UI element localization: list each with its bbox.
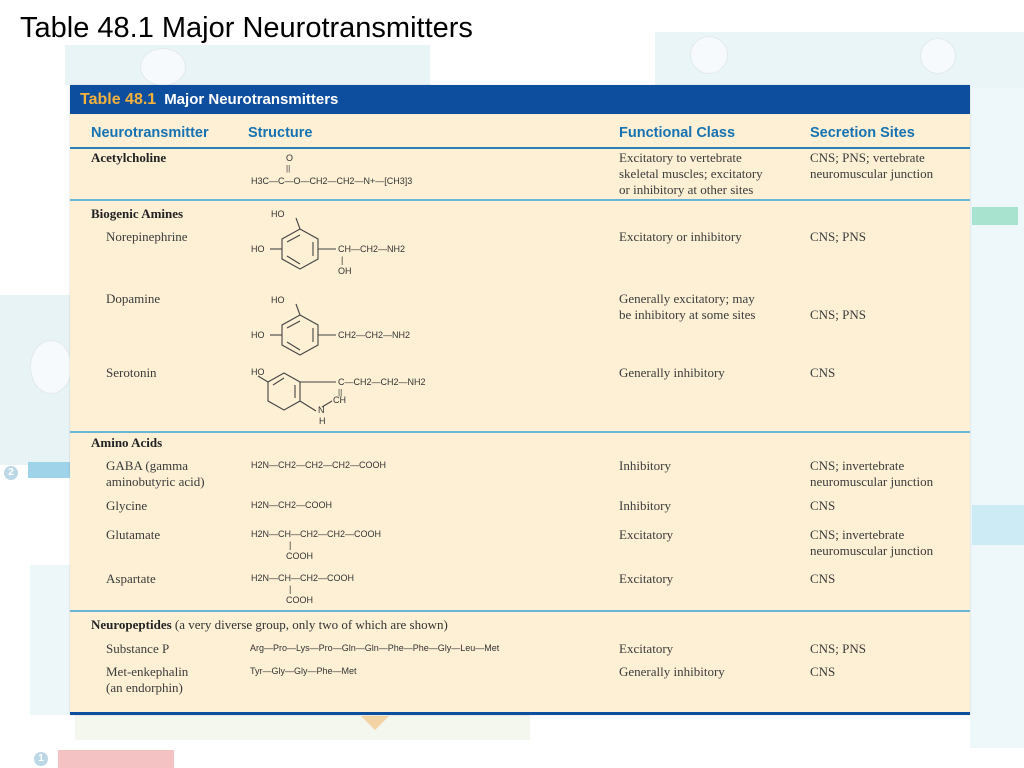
functional-gaba: Inhibitory <box>619 458 671 473</box>
section-divider <box>70 431 970 433</box>
sites-aspartate: CNS <box>810 571 836 586</box>
sites-gaba-line2: neuromuscular junction <box>810 474 934 489</box>
structure-serotonin-ho: HO <box>251 367 265 377</box>
structure-aspartate-bar: | <box>289 584 292 594</box>
row-name-aspartate: Aspartate <box>106 571 156 586</box>
row-name-norepinephrine: Norepinephrine <box>106 229 188 244</box>
row-name-glutamate: Glutamate <box>106 527 161 542</box>
bg-panel <box>970 88 1024 748</box>
row-name-met-enkephalin-line1: Met-enkephalin <box>106 664 189 679</box>
column-header-neurotransmitter: Neurotransmitter <box>91 125 209 141</box>
row-name-serotonin: Serotonin <box>106 365 157 380</box>
structure-glutamate-cooh: COOH <box>286 551 313 561</box>
structure-acetylcholine-o: O <box>286 153 294 163</box>
bg-circle <box>690 36 728 74</box>
sites-norepinephrine: CNS; PNS <box>810 229 866 244</box>
structure-serotonin-double-bond: || <box>338 388 343 397</box>
structure-serotonin-chain: C—CH2—CH2—NH2 <box>338 377 426 387</box>
functional-acetylcholine-line2: skeletal muscles; excitatory <box>619 166 763 181</box>
sites-gaba-line1: CNS; invertebrate <box>810 458 905 473</box>
structure-serotonin-n: N <box>318 405 325 415</box>
bg-arrow-icon <box>361 716 389 730</box>
functional-glutamate: Excitatory <box>619 527 674 542</box>
bg-bar <box>972 207 1018 225</box>
bg-bar <box>972 505 1024 545</box>
bg-panel <box>30 565 75 715</box>
structure-norepinephrine-ho-top: HO <box>271 209 285 219</box>
bg-step-number: 2 <box>4 466 18 480</box>
functional-acetylcholine-line1: Excitatory to vertebrate <box>619 150 742 165</box>
group-neuropeptides <box>91 617 448 633</box>
functional-substance-p: Excitatory <box>619 641 674 656</box>
structure-glutamate-bar: | <box>289 540 292 550</box>
structure-norepinephrine-bar: | <box>341 255 344 265</box>
structure-dopamine-chain: CH2—CH2—NH2 <box>338 330 411 340</box>
bg-circle <box>920 38 956 74</box>
structure-acetylcholine: H3C—C—O—CH2—CH2—N+—[CH3]3 <box>251 176 413 186</box>
sites-glutamate-line1: CNS; invertebrate <box>810 527 905 542</box>
bg-circle <box>140 48 186 86</box>
structure-aspartate-cooh: COOH <box>286 595 313 605</box>
structure-acetylcholine-double-bond: || <box>286 164 291 173</box>
functional-serotonin: Generally inhibitory <box>619 365 725 380</box>
functional-dopamine-line1: Generally excitatory; may <box>619 291 755 306</box>
column-header-functional-class: Functional Class <box>619 125 736 141</box>
sites-glycine: CNS <box>810 498 836 513</box>
section-divider <box>70 610 970 612</box>
bg-bar <box>28 462 70 478</box>
structure-glutamate: H2N—CH—CH2—CH2—COOH <box>251 529 382 539</box>
sites-dopamine: CNS; PNS <box>810 307 866 322</box>
structure-norepinephrine-ho-left: HO <box>251 244 265 254</box>
structure-substance-p: Arg—Pro—Lys—Pro—Gln—Gln—Phe—Phe—Gly—Leu—Met <box>250 643 500 653</box>
benzene-ring-icon <box>270 309 330 361</box>
bg-circle <box>30 340 72 394</box>
bg-step-number: 1 <box>34 752 48 766</box>
structure-aspartate: H2N—CH—CH2—COOH <box>251 573 355 583</box>
row-name-substance-p: Substance P <box>106 641 170 656</box>
column-header-secretion-sites: Secretion Sites <box>810 125 915 141</box>
structure-serotonin-h: H <box>319 416 326 426</box>
row-name-glycine: Glycine <box>106 498 148 513</box>
row-name-gaba-line2: aminobutyric acid) <box>106 474 205 489</box>
table-bottom-rule <box>70 712 970 715</box>
structure-norepinephrine-oh: OH <box>338 266 352 276</box>
structure-gaba: H2N—CH2—CH2—CH2—COOH <box>251 460 387 470</box>
header-divider <box>70 147 970 149</box>
table-header-bar <box>70 85 970 114</box>
functional-glycine: Inhibitory <box>619 498 671 513</box>
row-name-met-enkephalin-line2: (an endorphin) <box>106 680 183 695</box>
group-neuropeptides-label: Neuropeptides <box>91 617 172 632</box>
group-amino-acids: Amino Acids <box>91 435 163 450</box>
benzene-ring-icon <box>270 223 330 275</box>
structure-dopamine-ho-top: HO <box>271 295 285 305</box>
structure-dopamine-ho-left: HO <box>251 330 265 340</box>
structure-serotonin-ch: CH <box>333 395 346 405</box>
bg-bar <box>58 750 174 768</box>
row-name-acetylcholine: Acetylcholine <box>91 150 167 165</box>
structure-norepinephrine-chain: CH—CH2—NH2 <box>338 244 406 254</box>
sites-glutamate-line2: neuromuscular junction <box>810 543 934 558</box>
row-name-dopamine: Dopamine <box>106 291 161 306</box>
row-name-gaba-line1: GABA (gamma <box>106 458 188 473</box>
structure-glycine: H2N—CH2—COOH <box>251 500 333 510</box>
functional-dopamine-line2: be inhibitory at some sites <box>619 307 756 322</box>
sites-acetylcholine-line1: CNS; PNS; vertebrate <box>810 150 925 165</box>
structure-met-enkephalin: Tyr—Gly—Gly—Phe—Met <box>250 666 357 676</box>
functional-norepinephrine: Excitatory or inhibitory <box>619 229 742 244</box>
column-header-structure: Structure <box>248 125 313 141</box>
sites-substance-p: CNS; PNS <box>810 641 866 656</box>
sites-serotonin: CNS <box>810 365 836 380</box>
functional-met-enkephalin: Generally inhibitory <box>619 664 725 679</box>
table-panel <box>70 85 970 715</box>
slide-title: Table 48.1 Major Neurotransmitters <box>20 12 473 44</box>
table-title: Major Neurotransmitters <box>164 91 339 108</box>
sites-met-enkephalin: CNS <box>810 664 836 679</box>
group-biogenic-amines: Biogenic Amines <box>91 206 184 221</box>
table-number: Table 48.1 <box>80 91 157 108</box>
functional-acetylcholine-line3: or inhibitory at other sites <box>619 182 754 197</box>
group-neuropeptides-note: (a very diverse group, only two of which are shown) <box>174 617 448 632</box>
functional-aspartate: Excitatory <box>619 571 674 586</box>
bg-panel <box>75 714 530 740</box>
sites-acetylcholine-line2: neuromuscular junction <box>810 166 934 181</box>
bg-panel <box>65 45 430 85</box>
section-divider <box>70 199 970 201</box>
